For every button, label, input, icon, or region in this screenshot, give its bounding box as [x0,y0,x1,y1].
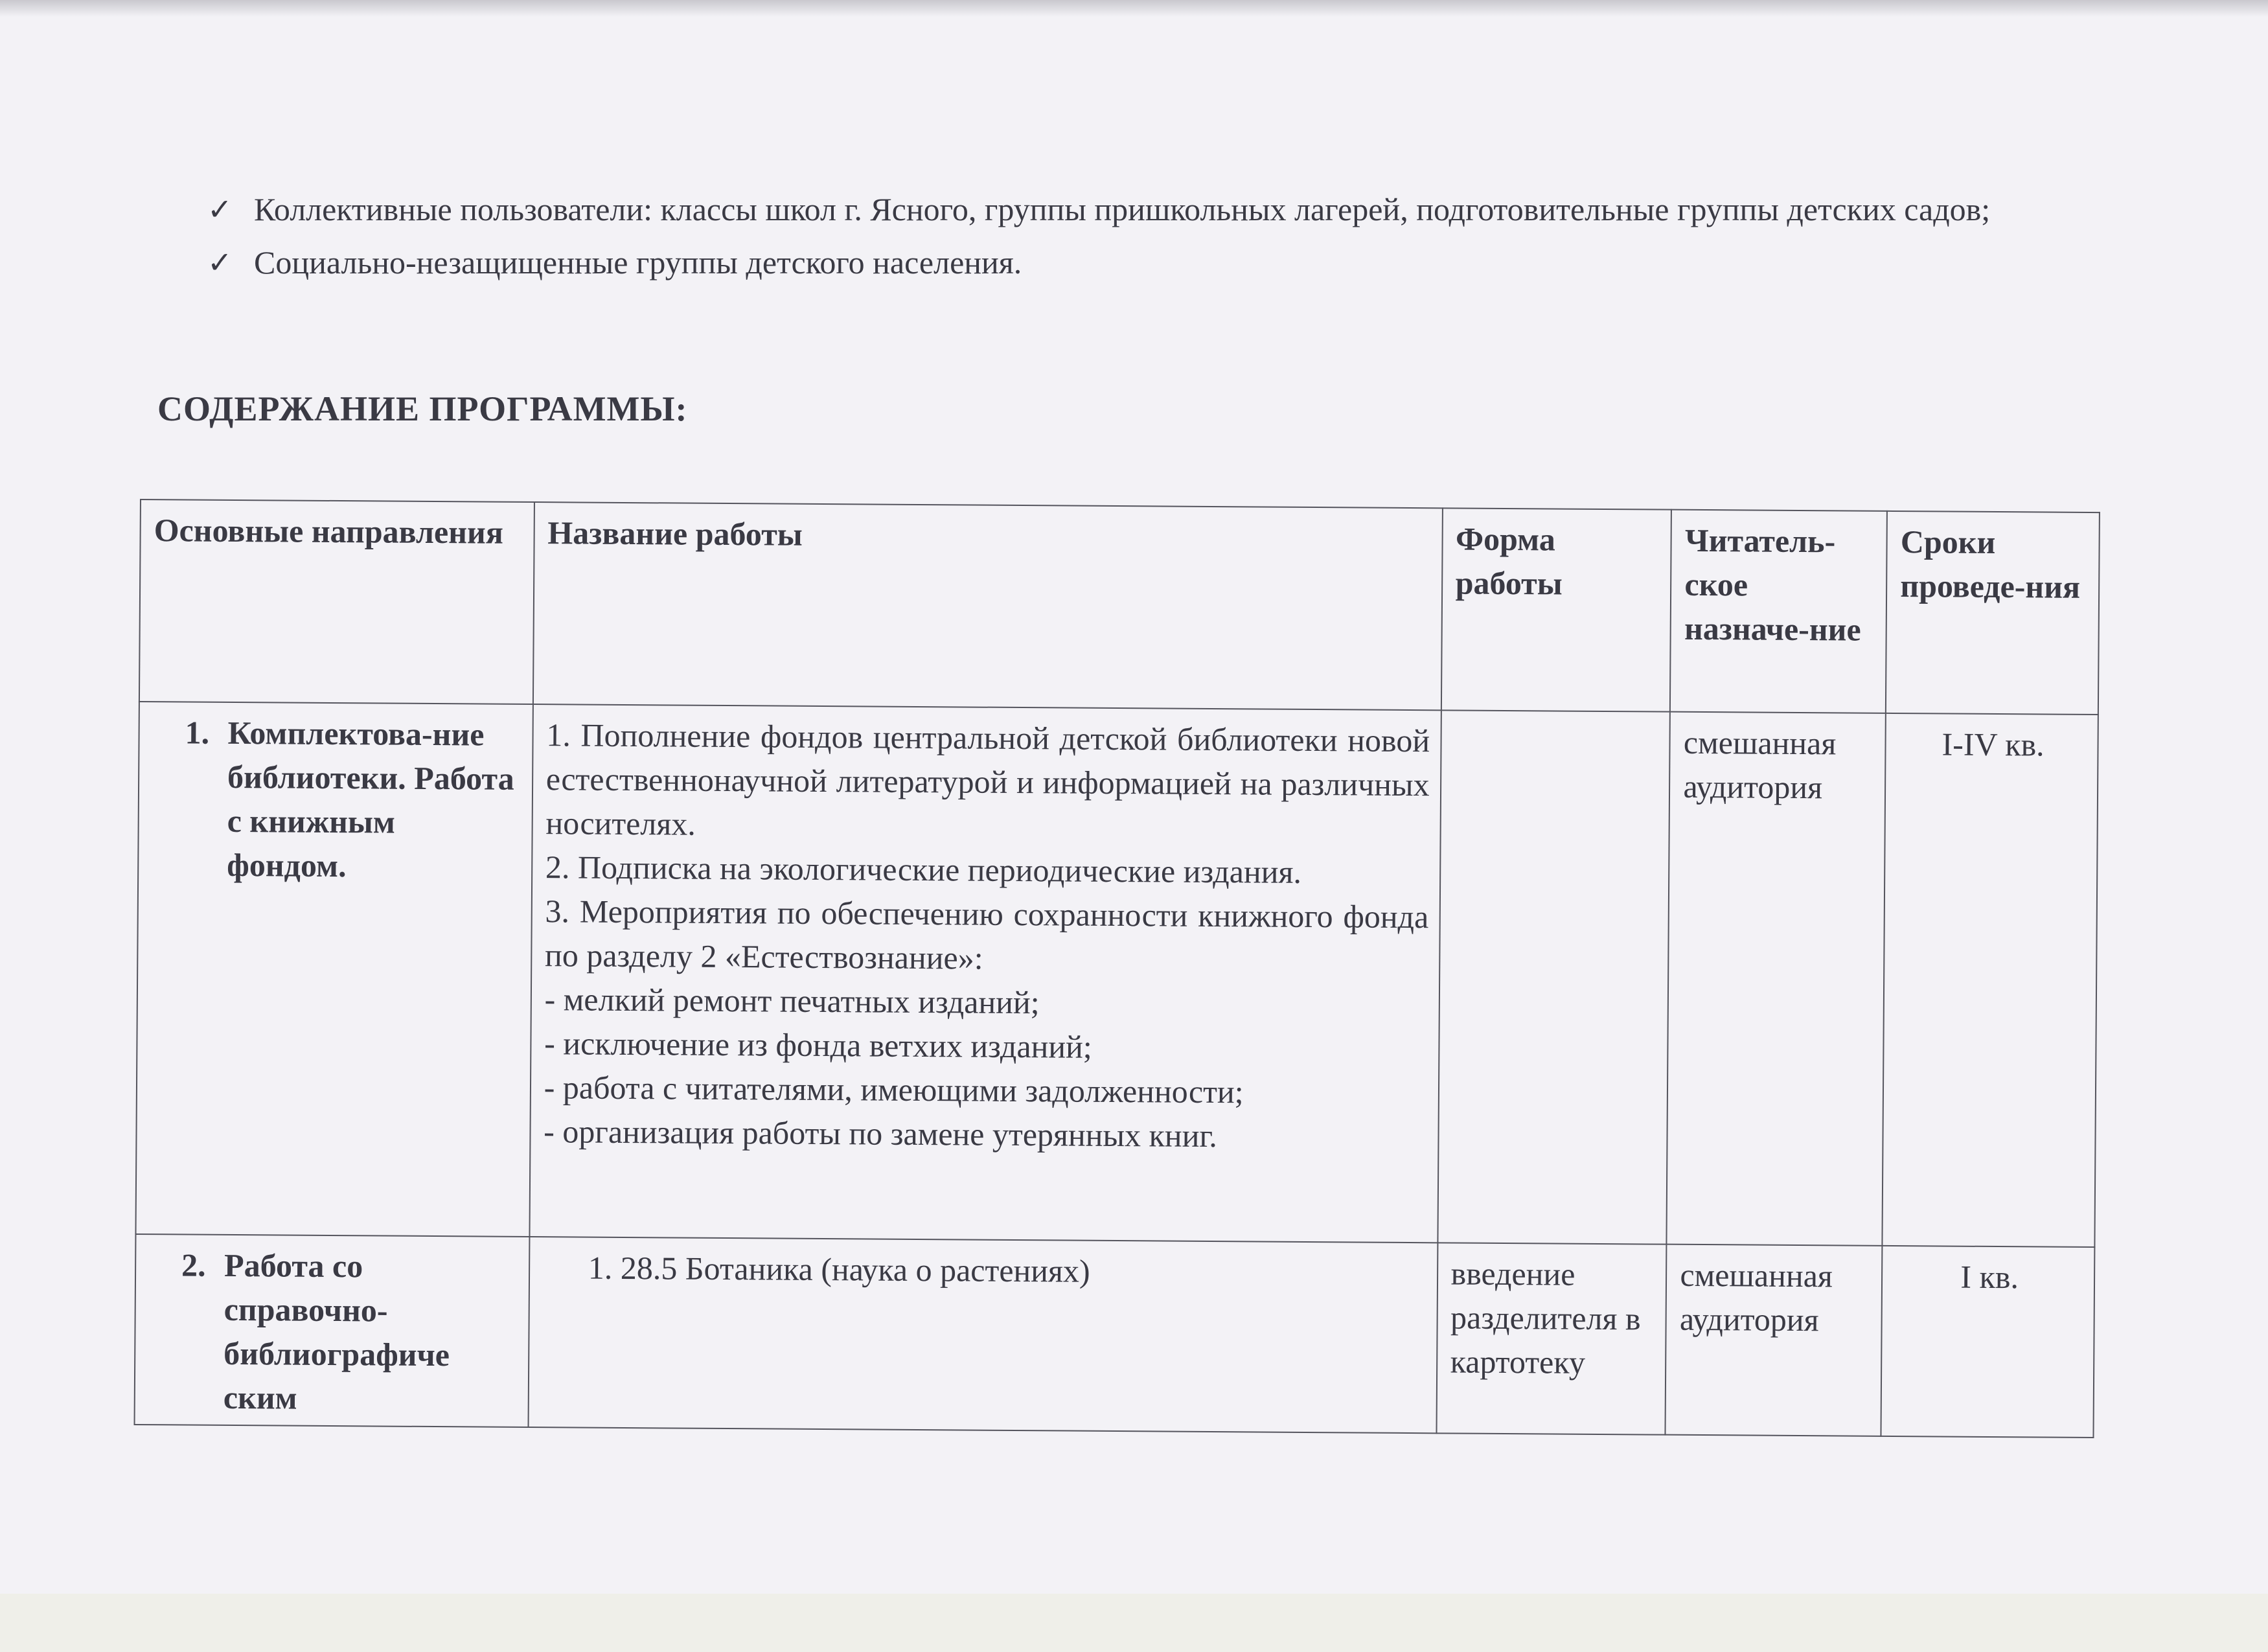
header-work-name: Название работы [533,502,1443,710]
work-subitem: - работа с читателями, имеющими задолженности; [544,1069,1244,1110]
work-subitem: - исключение из фонда ветхих изданий; [544,1025,1092,1065]
audience-cell: смешанная аудитория [1666,1245,1883,1436]
work-subitem: - мелкий ремонт печатных изданий; [544,981,1040,1021]
header-period: Сроки проведе-ния [1886,511,2100,715]
scan-top-shadow [0,0,2268,17]
direction-cell [135,702,533,1237]
work-item: 3. Мероприятия по обеспечению сохранности книжного фонда по разделу 2 «Естествознание»: [544,893,1429,976]
work-cell [528,1237,1438,1433]
header-directions: Основные направления [139,499,534,704]
audience-cell: смешанная аудитория [1667,712,1886,1246]
work-cell [529,704,1441,1243]
checkmark-icon: ✓ [207,192,233,227]
work-item: 1. 28.5 Ботаника (наука о растениях) [588,1249,1090,1289]
program-table [134,499,2100,1438]
list-item [207,183,2190,236]
table-row [135,1234,2095,1438]
direction-number: 1. [185,714,210,751]
work-item: 2. Подписка на экологические периодические издания. [545,849,1302,890]
form-cell: введение разделителя в картотеку [1436,1243,1667,1434]
direction-text: Комплектова-ние библиотеки. Работа с книжным фондом. [227,714,514,884]
scan-bottom-strip [0,1594,2268,1652]
table-row [135,702,2098,1247]
section-title: СОДЕРЖАНИЕ ПРОГРАММЫ: [157,389,688,428]
list-item-text: Коллективные пользователи: классы школ г. Ясного, группы пришкольных лагерей, подготовительные группы детских садов; [254,191,1991,227]
period-cell: I-IV кв. [1883,713,2098,1247]
checkmark-icon: ✓ [207,245,233,280]
direction-number: 2. [181,1246,206,1283]
work-item: 1. Пополнение фондов центральной детской библиотеки новой естественнонаучной литературой и информацией на различных носителях. [545,717,1430,842]
direction-cell [135,1234,530,1427]
work-subitem: - организация работы по замене утерянных книг. [544,1113,1217,1154]
direction-text: Работа со справочно-библиографиче ским [223,1246,450,1416]
form-cell [1438,710,1670,1244]
user-groups-list [207,183,2190,289]
header-work-form: Форма работы [1441,508,1671,711]
table-header-row [139,499,2100,715]
list-item-text: Социально-незащищенные группы детского населения. [254,244,1022,281]
header-audience: Читатель-ское назначе-ние [1670,510,1887,713]
period-cell: I кв. [1881,1246,2095,1438]
list-item [207,236,2190,289]
